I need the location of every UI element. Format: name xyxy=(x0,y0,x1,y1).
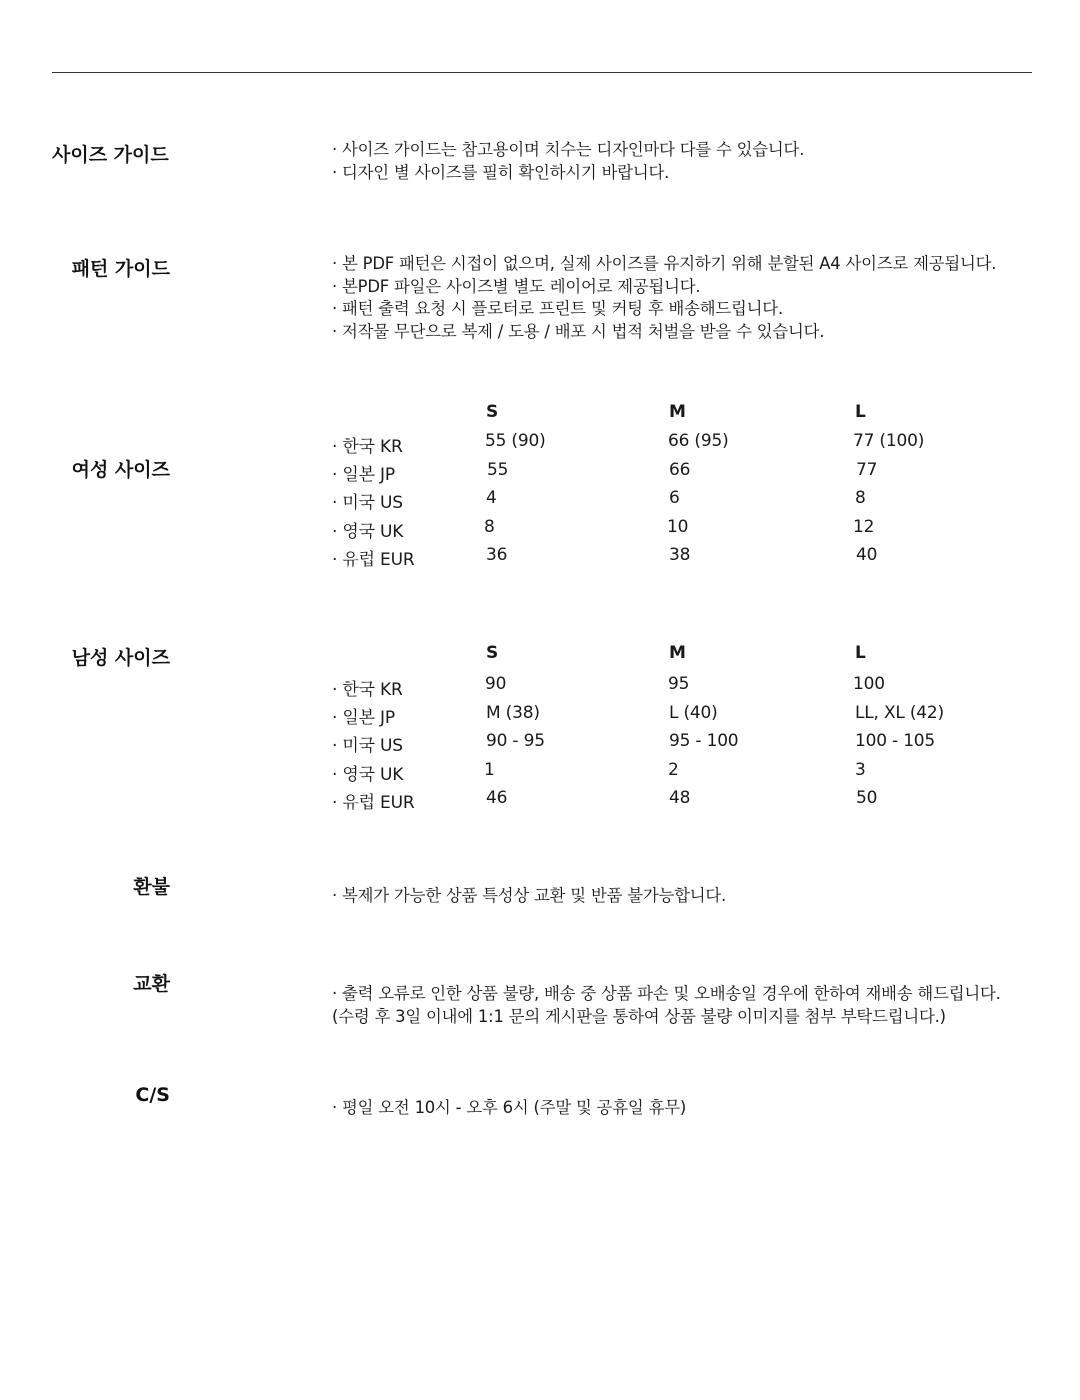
men-cell-m: 48 xyxy=(669,788,691,808)
refund-title: 환불 xyxy=(133,876,170,898)
men-size-title: 남성 사이즈 xyxy=(71,647,170,669)
exchange-line: · 출력 오류로 인한 상품 불량, 배송 중 상품 파손 및 오배송일 경우에 한하여 재배송 해드립니다. xyxy=(332,984,1001,1003)
women-header-l: L xyxy=(855,402,866,422)
pattern-guide-text xyxy=(332,253,996,343)
size-guide-line: · 디자인 별 사이즈를 필히 확인하시기 바랍니다. xyxy=(332,162,670,182)
women-header-s: S xyxy=(486,402,499,422)
men-cell-l: 50 xyxy=(856,788,878,808)
pattern-guide-line: · 본 PDF 패턴은 시접이 없으며, 실제 사이즈를 유지하기 위해 분할된 A4 사이즈로 제공됩니다. xyxy=(332,254,997,273)
cs-text xyxy=(332,1097,686,1120)
women-cell-m: 66 xyxy=(669,460,691,480)
pattern-guide-title: 패턴 가이드 xyxy=(71,258,170,280)
men-cell-l: 100 - 105 xyxy=(855,731,936,751)
men-region: · 영국 UK xyxy=(332,765,404,785)
cs-line: · 평일 오전 10시 - 오후 6시 (주말 및 공휴일 휴무) xyxy=(332,1098,687,1117)
men-cell-s: 90 xyxy=(485,674,507,694)
women-cell-m: 38 xyxy=(669,545,691,565)
men-cell-s: M (38) xyxy=(486,703,540,723)
men-cell-m: L (40) xyxy=(669,703,718,723)
women-cell-l: 77 xyxy=(856,460,878,480)
men-region: · 한국 KR xyxy=(332,680,403,700)
women-cell-m: 6 xyxy=(669,488,680,508)
women-region: · 유럽 EUR xyxy=(332,550,415,570)
women-cell-s: 36 xyxy=(486,545,508,565)
men-cell-m: 2 xyxy=(668,760,679,780)
women-cell-s: 8 xyxy=(484,517,495,537)
men-cell-m: 95 xyxy=(668,674,690,694)
women-cell-l: 40 xyxy=(856,545,878,565)
women-cell-l: 8 xyxy=(855,488,866,508)
women-region: · 한국 KR xyxy=(332,437,403,457)
exchange-line: (수령 후 3일 이내에 1:1 문의 게시판을 통하여 상품 불량 이미지를 첨부 부탁드립니다.) xyxy=(332,1006,946,1026)
women-region: · 일본 JP xyxy=(332,465,395,485)
pattern-guide-line: · 패턴 출력 요청 시 플로터로 프린트 및 커팅 후 배송해드립니다. xyxy=(332,299,783,318)
women-cell-m: 66 (95) xyxy=(668,431,729,451)
refund-line: · 복제가 가능한 상품 특성상 교환 및 반품 불가능합니다. xyxy=(332,886,727,905)
men-header-l: L xyxy=(855,643,866,663)
women-cell-l: 77 (100) xyxy=(853,431,925,451)
pattern-guide-line: · 본PDF 파일은 사이즈별 별도 레이어로 제공됩니다. xyxy=(332,276,701,296)
men-cell-s: 90 - 95 xyxy=(486,731,545,751)
refund-text xyxy=(332,885,726,908)
men-cell-l: 3 xyxy=(855,760,866,780)
women-region: · 영국 UK xyxy=(332,522,404,542)
men-region: · 미국 US xyxy=(332,736,403,756)
women-header-m: M xyxy=(669,402,686,422)
size-guide-title: 사이즈 가이드 xyxy=(52,144,169,166)
men-cell-l: 100 xyxy=(853,674,885,694)
men-region: · 일본 JP xyxy=(332,708,395,728)
pattern-guide-line: · 저작물 무단으로 복제 / 도용 / 배포 시 법적 처벌을 받을 수 있습니다. xyxy=(332,321,825,341)
women-cell-s: 55 (90) xyxy=(485,431,546,451)
men-cell-s: 1 xyxy=(484,760,495,780)
women-cell-s: 4 xyxy=(486,488,497,508)
women-size-title: 여성 사이즈 xyxy=(71,459,170,481)
women-cell-l: 12 xyxy=(853,517,875,537)
cs-title: C/S xyxy=(135,1084,170,1106)
men-region: · 유럽 EUR xyxy=(332,793,415,813)
men-header-s: S xyxy=(486,643,499,663)
exchange-title: 교환 xyxy=(133,973,170,995)
men-cell-m: 95 - 100 xyxy=(669,731,739,751)
size-guide-line: · 사이즈 가이드는 참고용이며 치수는 디자인마다 다를 수 있습니다. xyxy=(332,140,805,159)
women-cell-m: 10 xyxy=(667,517,689,537)
exchange-text xyxy=(332,983,1001,1028)
women-region: · 미국 US xyxy=(332,493,403,513)
top-divider xyxy=(52,72,1032,73)
women-cell-s: 55 xyxy=(487,460,509,480)
men-cell-s: 46 xyxy=(486,788,508,808)
men-cell-l: LL, XL (42) xyxy=(855,703,944,723)
men-header-m: M xyxy=(669,643,686,663)
size-guide-text xyxy=(332,139,804,184)
